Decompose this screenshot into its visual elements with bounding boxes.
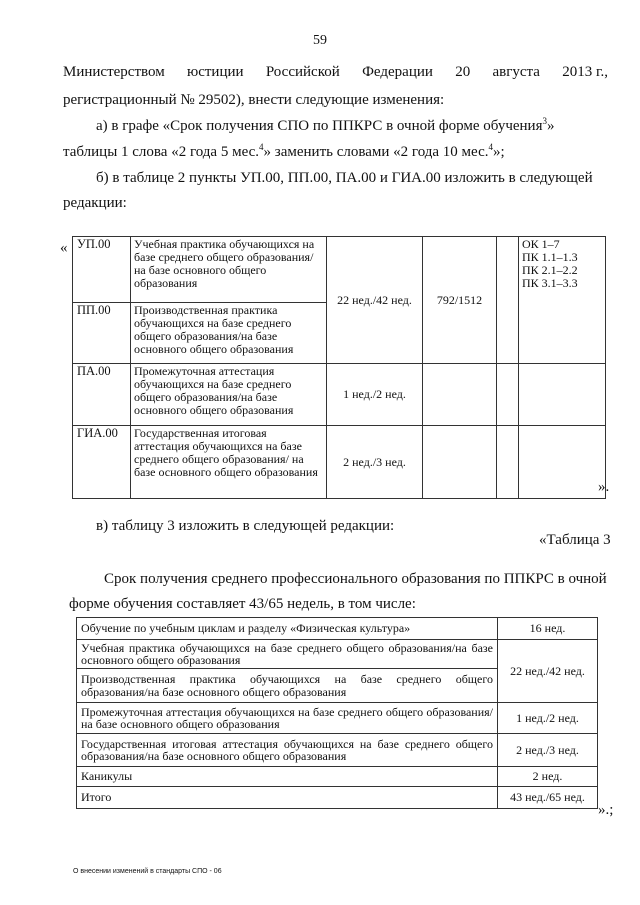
empty-cell <box>497 426 519 499</box>
item-b-line-1: б) в таблице 2 пункты УП.00, ПП.00, ПА.00 и ГИА.00 изложить в следующей <box>96 170 593 186</box>
intro-line-1: Срок получения среднего профессионального образования по ППКРС в очной <box>104 571 607 587</box>
word: 20 <box>455 64 471 80</box>
table-row <box>73 237 606 303</box>
label-cell: Каникулы <box>77 767 498 787</box>
table-row <box>77 640 598 669</box>
label-cell: Производственная практика обучающихся на базе среднего общего образования/на базе основного общего образования <box>77 669 498 703</box>
footnote-ref: 4 <box>488 142 493 152</box>
table2-open-quote: « <box>60 240 68 256</box>
code-cell: ПА.00 <box>73 364 131 426</box>
value-cell: 1 нед./2 нед. <box>498 703 598 734</box>
weeks-cell: 1 нед./2 нед. <box>327 364 423 426</box>
table-3 <box>76 617 598 809</box>
footnote-ref: 3 <box>542 116 547 126</box>
weeks-cell: 2 нед./3 нед. <box>327 426 423 499</box>
empty-cell <box>497 237 519 364</box>
word: юстиции <box>187 64 244 80</box>
name-cell: Промежуточная аттестация обучающихся на базе среднего общего образования/на базе основного общего образования <box>131 364 327 426</box>
value-cell: 2 нед./3 нед. <box>498 734 598 767</box>
item-a-line-2 <box>63 143 505 161</box>
label-cell: Итого <box>77 787 498 809</box>
word: августа <box>492 64 540 80</box>
competency: ПК 2.1–2.2 <box>522 263 578 277</box>
table-row <box>73 364 606 426</box>
code-cell: УП.00 <box>73 237 131 303</box>
table-row <box>77 618 598 640</box>
page-number: 59 <box>313 33 327 48</box>
word: Министерством <box>63 64 165 80</box>
table3-label: «Таблица 3 <box>539 532 611 548</box>
label-cell: Учебная практика обучающихся на базе среднего общего образования/на базе основного общего образования <box>77 640 498 669</box>
empty-cell <box>497 364 519 426</box>
footnote-ref: 4 <box>259 142 264 152</box>
item-a-text-end: » <box>546 118 555 134</box>
value-cell: 2 нед. <box>498 767 598 787</box>
hours-cell: 792/1512 <box>423 237 497 364</box>
label-cell: Промежуточная аттестация обучающихся на базе среднего общего образования/на базе основного общего образования <box>77 703 498 734</box>
table3-close-quote: ».; <box>598 802 614 818</box>
item-v: в) таблицу 3 изложить в следующей редакции: <box>96 518 395 534</box>
paragraph-line-1 <box>63 63 608 81</box>
table-2 <box>72 236 606 499</box>
empty-cell <box>423 364 497 426</box>
table-row <box>73 426 606 499</box>
competencies-cell <box>519 237 606 364</box>
code-cell: ПП.00 <box>73 303 131 364</box>
word: 2013 г., <box>562 64 608 80</box>
competency: ПК 3.1–3.3 <box>522 276 578 290</box>
item-a-text: » заменить словами «2 года 10 мес. <box>263 144 489 160</box>
weeks-cell: 22 нед./42 нед. <box>327 237 423 364</box>
item-a-line-1 <box>96 117 554 135</box>
value-cell: 16 нед. <box>498 618 598 640</box>
table2-close-quote: ». <box>598 479 610 495</box>
paragraph-line-2: регистрационный № 29502), внести следующие изменения: <box>63 92 445 108</box>
empty-cell <box>423 426 497 499</box>
word: Российской <box>265 64 340 80</box>
footer-text: О внесении изменений в стандарты СПО - 06 <box>73 868 222 875</box>
name-cell: Государственная итоговая аттестация обучающихся на базе среднего общего образования/ на базе основного общего образования <box>131 426 327 499</box>
word: Федерации <box>362 64 433 80</box>
item-a-text: а) в графе «Срок получения СПО по ППКРС в очной форме обучения <box>96 118 543 134</box>
item-a-text: таблицы 1 слова «2 года 5 мес. <box>63 144 260 160</box>
value-cell: 22 нед./42 нед. <box>498 640 598 703</box>
item-a-text-end: »; <box>493 144 505 160</box>
table-row <box>77 787 598 809</box>
empty-cell <box>519 426 606 499</box>
intro-line-2: форме обучения составляет 43/65 недель, в том числе: <box>69 596 416 612</box>
table-row <box>77 767 598 787</box>
table-row <box>77 734 598 767</box>
value-cell: 43 нед./65 нед. <box>498 787 598 809</box>
empty-cell <box>519 364 606 426</box>
label-cell: Государственная итоговая аттестация обучающихся на базе среднего общего образования/на базе основного общего образования <box>77 734 498 767</box>
competency: ПК 1.1–1.3 <box>522 250 578 264</box>
label-cell: Обучение по учебным циклам и разделу «Физическая культура» <box>77 618 498 640</box>
competency: ОК 1–7 <box>522 237 560 251</box>
name-cell: Производственная практика обучающихся на базе среднего общего образования/на базе основного общего образования <box>131 303 327 364</box>
table-row <box>77 703 598 734</box>
name-cell: Учебная практика обучающихся на базе среднего общего образования/на базе основного общего образования <box>131 237 327 303</box>
item-b-line-2: редакции: <box>63 195 127 211</box>
code-cell: ГИА.00 <box>73 426 131 499</box>
